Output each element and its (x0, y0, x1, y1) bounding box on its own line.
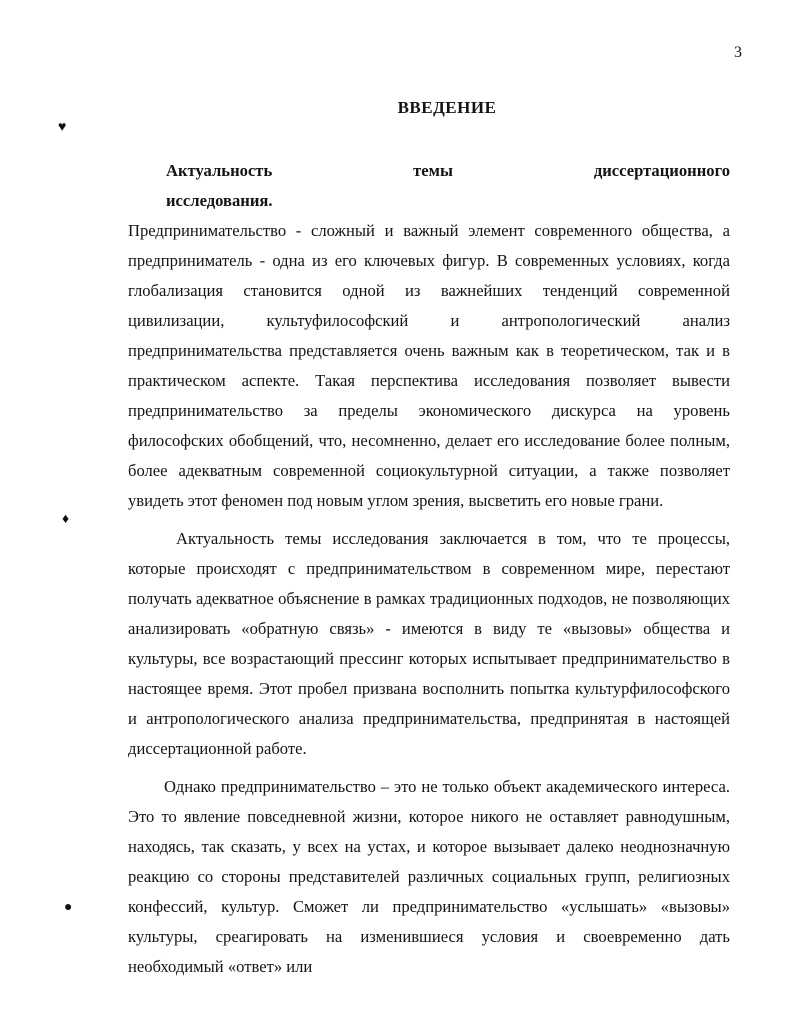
scan-mark-icon: ♥ (58, 120, 67, 135)
paragraph-3: Однако предпринимательство – это не только объект академического интереса. Это то явление повседневной жизни, которое никого не оставляет равнодушным, находясь, так сказать, у всех на устах, и которое вызывает далеко неоднозначную реакцию со стороны представителей различных социальных групп, религиозных конфессий, культур. Сможет ли предпринимательство «услышать» «вызовы» культуры, среагировать на изменившиеся условия и своевременно дать необходимый «ответ» или (128, 777, 730, 976)
page-number: 3 (734, 44, 742, 61)
paragraph-text: Предпринимательство - сложный и важный элемент современного общества, а предприниматель - одна из его ключевых фигур. В современных условиях, когда глобализация становится одной из важнейших тенденций современной цивилизации, культуфилософский и антропологический анализ предпринимательства представляется очень важным как в теоретическом, так и в практическом аспекте. Такая перспектива исследования позволяет вывести предпринимательство за пределы экономического дискурса на уровень философских обобщений, что, несомненно, делает его исследование более полным, более адекватным современной социокультурной ситуации, а также позволяет увидеть этот феномен под новым углом зрения, высветить его новые грани. (128, 221, 730, 510)
paragraph-lead: Актуальность темы диссертационного исследования. (166, 161, 730, 210)
document-body (128, 156, 730, 982)
paragraph-1 (128, 156, 730, 516)
page-title: ВВЕДЕНИЕ (397, 98, 497, 117)
scan-mark-icon: ● (64, 900, 73, 915)
paragraph-2: Актуальность темы исследования заключается в том, что те процессы, которые происходят с предпринимательством в современном мире, перестают получать адекватное объяснение в рамках традиционных подходов, не позволяющих анализировать «обратную связь» - имеются в виду те «вызовы» общества и культуры, все возрастающий прессинг которых испытывает предпринимательство в настоящее время. Этот пробел призвана восполнить попытка культурфилософского и антропологического анализа предпринимательства, предпринятая в настоящей диссертационной работе. (128, 529, 730, 758)
scan-mark-icon: ♦ (62, 512, 70, 527)
